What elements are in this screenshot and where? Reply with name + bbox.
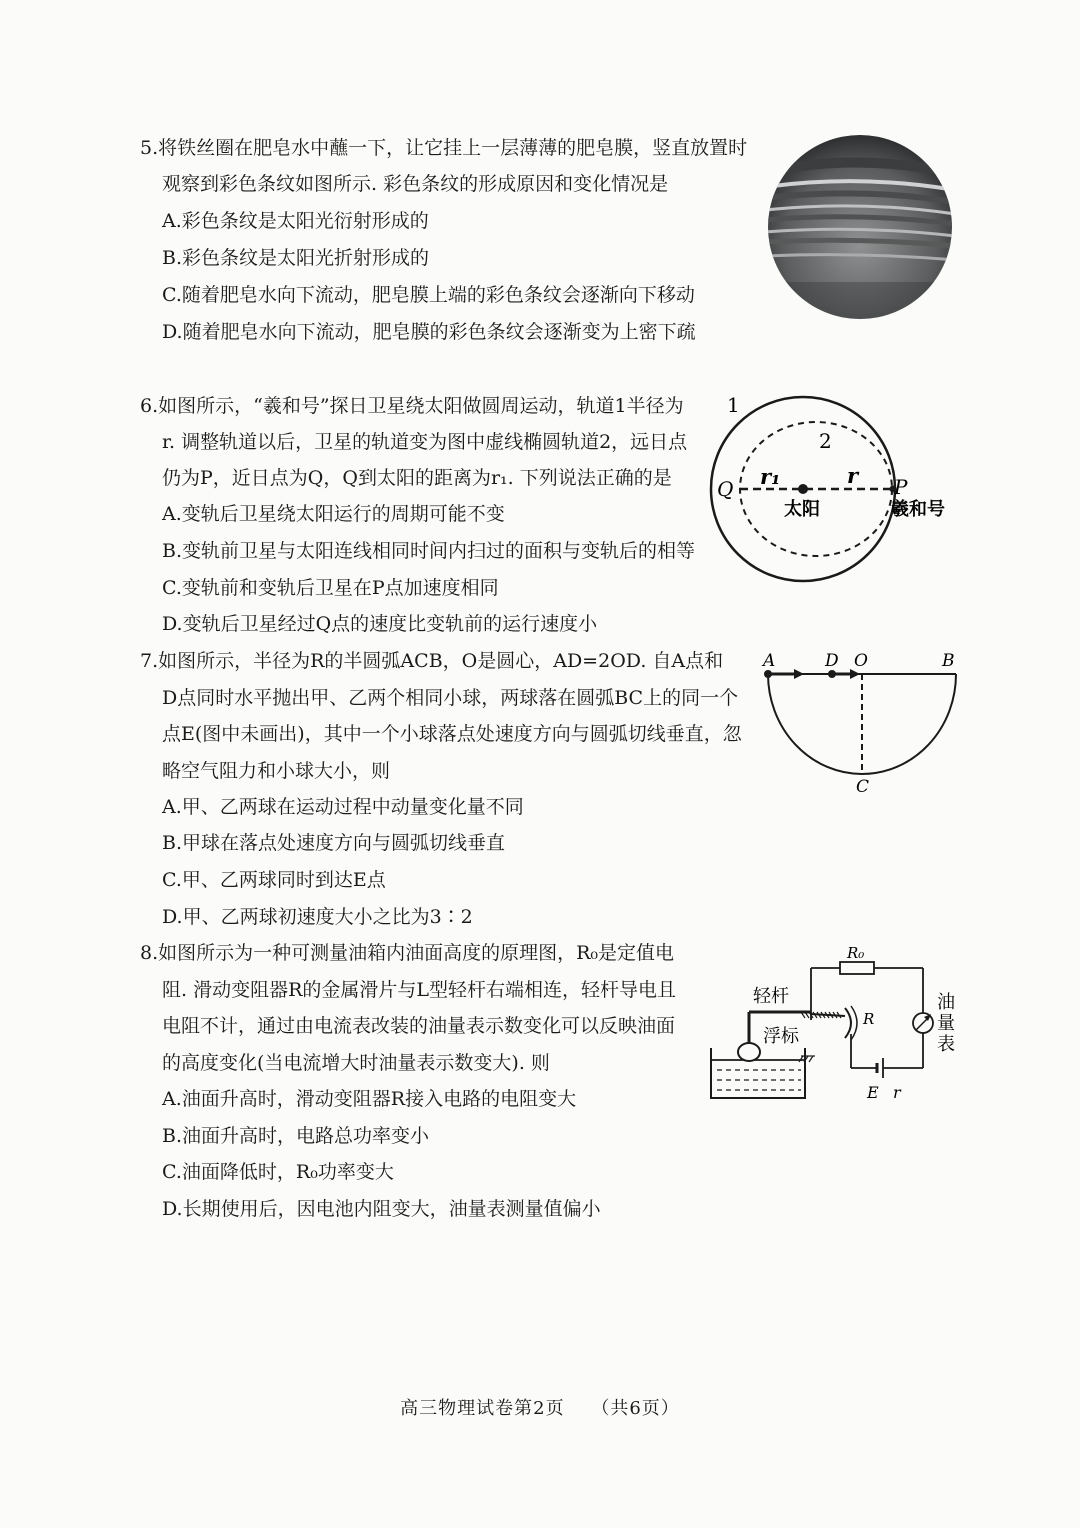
page-footer <box>0 1394 1080 1420</box>
q8-option-a: A.油面升高时，滑动变阻器R接入电路的电阻变大 <box>162 1088 577 1110</box>
q6-option-d: D.变轨后卫星经过Q点的速度比变轨前的运行速度小 <box>162 613 598 635</box>
label-o: O <box>854 651 868 671</box>
meter-label-1: 油 <box>937 992 955 1013</box>
r-internal-label: r <box>893 1083 901 1102</box>
meter-label-2: 量 <box>937 1013 955 1034</box>
q6-orbit-figure <box>705 390 970 590</box>
q8-stem-line-2: 阻. 滑动变阻器R的金属滑片与L型轻杆右端相连，轻杆导电且 <box>162 979 677 1001</box>
arrow-a-head <box>794 669 804 679</box>
q8-option-b: B.油面升高时，电路总功率变小 <box>162 1125 430 1147</box>
float-label: 浮标 <box>763 1026 799 1047</box>
label-b: B <box>942 651 955 671</box>
q5-option-b: B.彩色条纹是太阳光折射形成的 <box>162 247 430 269</box>
q7-option-a: A.甲、乙两球在运动过程中动量变化量不同 <box>162 796 524 818</box>
orbit-2-ellipse <box>740 422 892 556</box>
q7-stem-line-3: 点E(图中未画出)，其中一个小球落点处速度方向与圆弧切线垂直，忽 <box>162 723 742 745</box>
float-ball <box>738 1043 760 1061</box>
q5-stem-line-1: 5.将铁丝圈在肥皂水中蘸一下，让它挂上一层薄薄的肥皂膜，竖直放置时 <box>140 137 748 159</box>
label-a: A <box>763 651 776 671</box>
sun-label: 太阳 <box>784 499 820 520</box>
r0-label: R₀ <box>847 944 865 962</box>
q7-stem-line-1: 7.如图所示，半径为R的半圆弧ACB，O是圆心，AD=2OD. 自A点和 <box>140 650 724 672</box>
q8-stem-line-4: 的高度变化(当电流增大时油量表示数变大). 则 <box>162 1052 550 1074</box>
r-label: r <box>847 463 859 488</box>
q7-stem-line-4: 略空气阻力和小球大小，则 <box>162 760 391 782</box>
q7-stem-line-2: D点同时水平抛出甲、乙两个相同小球，两球落在圆弧BC上的同一个 <box>162 687 739 709</box>
q7-option-b: B.甲球在落点处速度方向与圆弧切线垂直 <box>162 832 506 854</box>
footer-total: （共6页） <box>591 1398 680 1419</box>
q6-stem-line-1: 6.如图所示，“羲和号”探日卫星绕太阳做圆周运动，轨道1半径为 <box>140 395 684 417</box>
r1-label: r₁ <box>760 464 781 489</box>
rheostat-label: R <box>863 1010 875 1028</box>
r0-resistor <box>840 962 874 974</box>
point-d <box>828 670 836 678</box>
footer-title: 高三物理试卷第2页 <box>400 1398 565 1419</box>
q8-option-d: D.长期使用后，因电池内阻变大，油量表测量值偏小 <box>162 1198 601 1220</box>
q8-option-c: C.油面降低时，R₀功率变大 <box>162 1161 394 1183</box>
q6-option-a: A.变轨后卫星绕太阳运行的周期可能不变 <box>162 503 505 525</box>
p-label: P <box>894 475 908 499</box>
q5-option-c: C.随着肥皂水向下流动，肥皂膜上端的彩色条纹会逐渐向下移动 <box>162 284 695 306</box>
q6-stem-line-3: 仍为P，近日点为Q，Q到太阳的距离为r₁. 下列说法正确的是 <box>162 467 672 489</box>
q6-stem-line-2: r. 调整轨道以后，卫星的轨道变为图中虚线椭圆轨道2，远日点 <box>162 431 688 453</box>
orbit-2-label: 2 <box>819 429 832 453</box>
e-label: E <box>867 1083 879 1102</box>
label-d: D <box>825 651 839 671</box>
rod-label: 轻杆 <box>753 986 789 1007</box>
q5-option-a: A.彩色条纹是太阳光衍射形成的 <box>162 210 429 232</box>
q6-option-c: C.变轨前和变轨后卫星在P点加速度相同 <box>162 577 499 599</box>
satellite-label: 羲和号 <box>891 499 945 520</box>
q-label: Q <box>717 477 734 501</box>
point-a <box>764 670 772 678</box>
q8-oil-gauge-circuit-figure <box>705 938 970 1108</box>
q7-option-c: C.甲、乙两球同时到达E点 <box>162 869 386 891</box>
rheostat-arc <box>845 1008 851 1038</box>
q5-option-d: D.随着肥皂水向下流动，肥皂膜的彩色条纹会逐渐变为上密下疏 <box>162 321 696 343</box>
sun-dot <box>798 484 808 494</box>
q8-stem-line-1: 8.如图所示为一种可测量油箱内油面高度的原理图，R₀是定值电 <box>140 942 675 964</box>
q7-option-d: D.甲、乙两球初速度大小之比为3∶2 <box>162 906 473 928</box>
orbit-1-label: 1 <box>727 393 740 417</box>
meter-label-3: 表 <box>937 1034 955 1055</box>
q5-soap-film-figure <box>765 132 955 322</box>
q5-stem-line-2: 观察到彩色条纹如图所示. 彩色条纹的形成原因和变化情况是 <box>162 173 669 195</box>
q6-option-b: B.变轨前卫星与太阳连线相同时间内扫过的面积与变轨后的相等 <box>162 540 696 562</box>
label-c: C <box>856 777 870 797</box>
q7-semicircle-figure <box>760 648 970 798</box>
q8-stem-line-3: 电阻不计，通过由电流表改装的油量表示数变化可以反映油面 <box>162 1015 676 1037</box>
